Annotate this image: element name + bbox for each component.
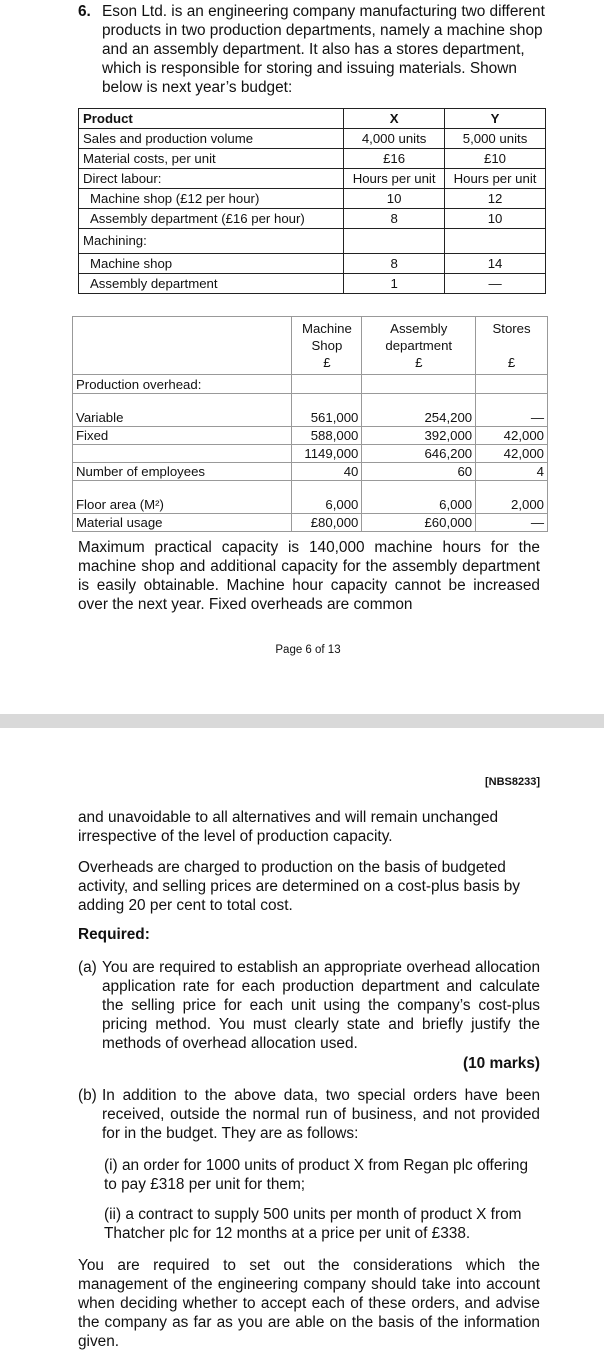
row-label: Sales and production volume bbox=[79, 129, 344, 149]
table-header-row bbox=[73, 317, 548, 375]
part-a bbox=[78, 958, 540, 1053]
table-header-row bbox=[79, 109, 546, 129]
cell-x: 1 bbox=[344, 274, 445, 294]
header-line: Stores bbox=[492, 321, 531, 336]
cell-machine: 40 bbox=[292, 463, 362, 481]
table-row bbox=[79, 229, 546, 254]
header-assembly bbox=[362, 317, 476, 375]
cell-x: Hours per unit bbox=[344, 169, 445, 189]
cell-x: 4,000 units bbox=[344, 129, 445, 149]
part-b-label: (b) bbox=[78, 1087, 97, 1104]
header-blank bbox=[73, 317, 292, 375]
overheads-paragraph: Overheads are charged to production on the basis of budgeted activity, and selling prices are determined on a cost-plus basis by adding 20 per cent to total cost. bbox=[78, 859, 520, 914]
part-a-label: (a) bbox=[78, 959, 97, 976]
table-row bbox=[73, 514, 548, 532]
table-row bbox=[73, 427, 548, 445]
table-row bbox=[73, 375, 548, 394]
cell-stores: 4 bbox=[476, 463, 548, 481]
table-row bbox=[73, 481, 548, 514]
row-label: Machining: bbox=[79, 229, 344, 254]
part-a-text: You are required to establish an appropriate overhead allocation application rate for each production department and calculate the selling price for each unit using the company’s cost-plus pricing method. You must clearly state and briefly justify the methods of overhead allocation used. bbox=[102, 959, 540, 1052]
cell-assembly: 6,000 bbox=[362, 481, 476, 514]
budget-table bbox=[78, 108, 546, 294]
cell-stores-total: 42,000 bbox=[476, 445, 548, 463]
header-line: Assembly bbox=[390, 321, 448, 336]
question-text: Eson Ltd. is an engineering company manufacturing two different products in two production departments, namely a machine shop and an assembly department. It also has a stores department, which is responsible for storing and issuing materials. Shown below is next year’s budget: bbox=[102, 3, 545, 96]
cell-x bbox=[344, 229, 445, 254]
cell-x: 8 bbox=[344, 254, 445, 274]
row-label: Material costs, per unit bbox=[79, 149, 344, 169]
page-7 bbox=[0, 728, 604, 1354]
row-label: Machine shop bbox=[79, 254, 344, 274]
table-row bbox=[79, 274, 546, 294]
cell-x: 10 bbox=[344, 189, 445, 209]
order-i: (i) an order for 1000 units of product X from Regan plc offering to pay £318 per unit for them; bbox=[104, 1157, 529, 1193]
cell-y: 12 bbox=[445, 189, 546, 209]
overhead-table bbox=[72, 316, 548, 532]
header-line: £ bbox=[507, 355, 516, 370]
header-line bbox=[479, 337, 544, 354]
header-stores bbox=[476, 317, 548, 375]
cell-assembly: £60,000 bbox=[362, 514, 476, 532]
table-row bbox=[73, 445, 548, 463]
cell-assembly-total: 646,200 bbox=[362, 445, 476, 463]
header-line: Machine bbox=[301, 321, 352, 336]
header-product: Product bbox=[79, 109, 344, 129]
cell-stores: 42,000 bbox=[476, 427, 548, 445]
cell-machine-total: 1149,000 bbox=[292, 445, 362, 463]
header-line: department bbox=[385, 338, 453, 353]
table-row bbox=[73, 463, 548, 481]
cell-y: 14 bbox=[445, 254, 546, 274]
row-label: Number of employees bbox=[73, 463, 292, 481]
part-b-text: In addition to the above data, two special orders have been received, outside the normal run of business, and not provided for in the budget. They are as follows: bbox=[102, 1087, 540, 1142]
row-label: Floor area (M²) bbox=[73, 481, 292, 514]
cell-assembly: 60 bbox=[362, 463, 476, 481]
header-machine-shop bbox=[292, 317, 362, 375]
cell-y bbox=[445, 229, 546, 254]
header-y: Y bbox=[445, 109, 546, 129]
cell-y: Hours per unit bbox=[445, 169, 546, 189]
header-line: £ bbox=[415, 355, 423, 370]
cell-y: 5,000 units bbox=[445, 129, 546, 149]
header-line: £ bbox=[323, 355, 331, 370]
table-row bbox=[79, 209, 546, 229]
row-label: Variable bbox=[73, 394, 292, 427]
cell-y: £10 bbox=[445, 149, 546, 169]
row-label: Fixed bbox=[73, 427, 292, 445]
cell-x: £16 bbox=[344, 149, 445, 169]
cell-stores: — bbox=[476, 514, 548, 532]
cell-x: 8 bbox=[344, 209, 445, 229]
part-b bbox=[78, 1086, 540, 1143]
cell-y: — bbox=[445, 274, 546, 294]
cell-machine: 6,000 bbox=[292, 481, 362, 514]
cell-machine: 561,000 bbox=[292, 394, 362, 427]
cell-stores: 2,000 bbox=[476, 481, 548, 514]
cell-y: 10 bbox=[445, 209, 546, 229]
row-label: Assembly department (£16 per hour) bbox=[79, 209, 344, 229]
table-row bbox=[79, 149, 546, 169]
table-row bbox=[79, 254, 546, 274]
cell-machine: 588,000 bbox=[292, 427, 362, 445]
row-label: Production overhead: bbox=[73, 375, 292, 394]
cell-stores: — bbox=[476, 394, 548, 427]
cell-assembly: 392,000 bbox=[362, 427, 476, 445]
table-row bbox=[79, 189, 546, 209]
page-number: Page 6 of 13 bbox=[275, 644, 341, 656]
order-ii: (ii) a contract to supply 500 units per month of product X from Thatcher plc for 12 months at a price per unit of £338. bbox=[104, 1206, 522, 1242]
row-label: Direct labour: bbox=[79, 169, 344, 189]
question-number: 6. bbox=[78, 3, 91, 20]
row-label: Assembly department bbox=[79, 274, 344, 294]
required-heading: Required: bbox=[78, 926, 150, 943]
continuation-paragraph: and unavoidable to all alternatives and will remain unchanged irrespective of the level of production capacity. bbox=[78, 809, 499, 845]
table-row bbox=[79, 169, 546, 189]
cell-assembly: 254,200 bbox=[362, 394, 476, 427]
row-label: Machine shop (£12 per hour) bbox=[79, 189, 344, 209]
header-x: X bbox=[344, 109, 445, 129]
row-label: Material usage bbox=[73, 514, 292, 532]
closing-paragraph: You are required to set out the considerations which the management of the engineering company should take into account when deciding whether to accept each of these orders, and advise the company as far as you are able on the basis of the information given. bbox=[78, 1257, 540, 1350]
header-line: Shop bbox=[311, 338, 343, 353]
reference-code: [NBS8233] bbox=[484, 776, 540, 788]
table-row bbox=[79, 129, 546, 149]
part-a-marks: (10 marks) bbox=[463, 1055, 540, 1072]
table-row bbox=[73, 394, 548, 427]
cell-machine: £80,000 bbox=[292, 514, 362, 532]
capacity-paragraph: Maximum practical capacity is 140,000 machine hours for the machine shop and additional capacity for the assembly department is easily obtainable. Machine hour capacity cannot be increased over the next year. Fixed overheads are common bbox=[78, 539, 540, 613]
question-intro bbox=[78, 2, 548, 97]
